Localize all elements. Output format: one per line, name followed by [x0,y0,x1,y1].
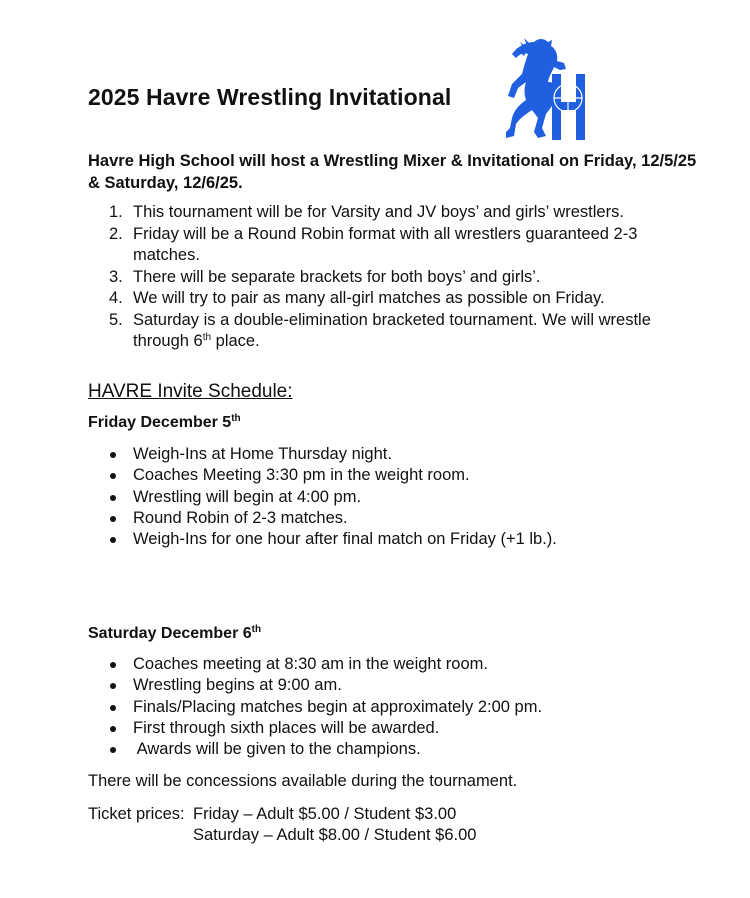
ticket-friday-price: Friday – Adult $5.00 / Student $3.00 [193,805,457,823]
horse-mascot-logo [494,36,590,144]
list-item: Awards will be given to the champions. [88,739,688,760]
list-item-text: Friday will be a Round Robin format with all wrestlers guaranteed 2-3 matches. [133,224,638,264]
intro-paragraph: Havre High School will host a Wrestling Mixer & Invitational on Friday, 12/5/25 & Saturday, 12/6/25. [88,152,697,192]
list-item: Finals/Placing matches begin at approximately 2:00 pm. [88,697,688,718]
list-item-text: This tournament will be for Varsity and JV boys’ and girls’ wrestlers. [133,203,624,221]
superscript: th [231,413,241,424]
friday-heading [88,414,241,432]
list-item: Weigh-Ins for one hour after final match on Friday (+1 lb.). [88,529,688,550]
ticket-row-friday [88,804,476,825]
list-item-text-end: place. [211,332,260,350]
list-item-text: There will be separate brackets for both boys’ and girls’. [133,267,541,286]
list-number: 5. [109,310,123,329]
saturday-heading-text: Saturday December 6 [88,625,252,642]
ticket-row-saturday [88,825,476,846]
schedule-heading: HAVRE Invite Schedule: [88,381,293,402]
saturday-schedule-list [88,654,688,760]
list-item: Weigh-Ins at Home Thursday night. [88,444,688,465]
list-number: 1. [109,203,123,221]
ticket-label: Ticket prices: [88,805,185,823]
ticket-saturday-price: Saturday – Adult $8.00 / Student $6.00 [193,826,477,844]
list-item-text: We will try to pair as many all-girl matches as possible on Friday. [133,289,605,307]
ticket-prices [88,804,476,846]
list-number: 4. [109,289,123,307]
friday-heading-text: Friday December 5 [88,414,232,431]
list-item: Round Robin of 2-3 matches. [88,508,688,529]
list-item: Coaches meeting at 8:30 am in the weight room. [88,654,688,675]
list-item [88,310,688,353]
superscript: th [202,332,212,343]
list-item: Coaches Meeting 3:30 pm in the weight room. [88,465,688,486]
saturday-heading [88,625,261,643]
list-item-text: Saturday is a double-elimination bracketed tournament. We will wrestle through 6 [133,310,651,350]
list-number: 2. [109,224,123,243]
friday-schedule-list [88,444,688,550]
document-title: 2025 Havre Wrestling Invitational [88,84,452,110]
list-item [88,202,688,224]
list-item: First through sixth places will be awarded. [88,718,688,739]
list-item: Wrestling begins at 9:00 am. [88,675,688,696]
list-item [88,288,688,310]
list-number: 3. [109,267,123,286]
concessions-note: There will be concessions available during the tournament. [88,772,518,790]
list-item: Wrestling will begin at 4:00 pm. [88,487,688,508]
superscript: th [251,624,262,635]
list-item [88,267,688,289]
list-item [88,224,688,267]
rules-list [88,202,688,353]
